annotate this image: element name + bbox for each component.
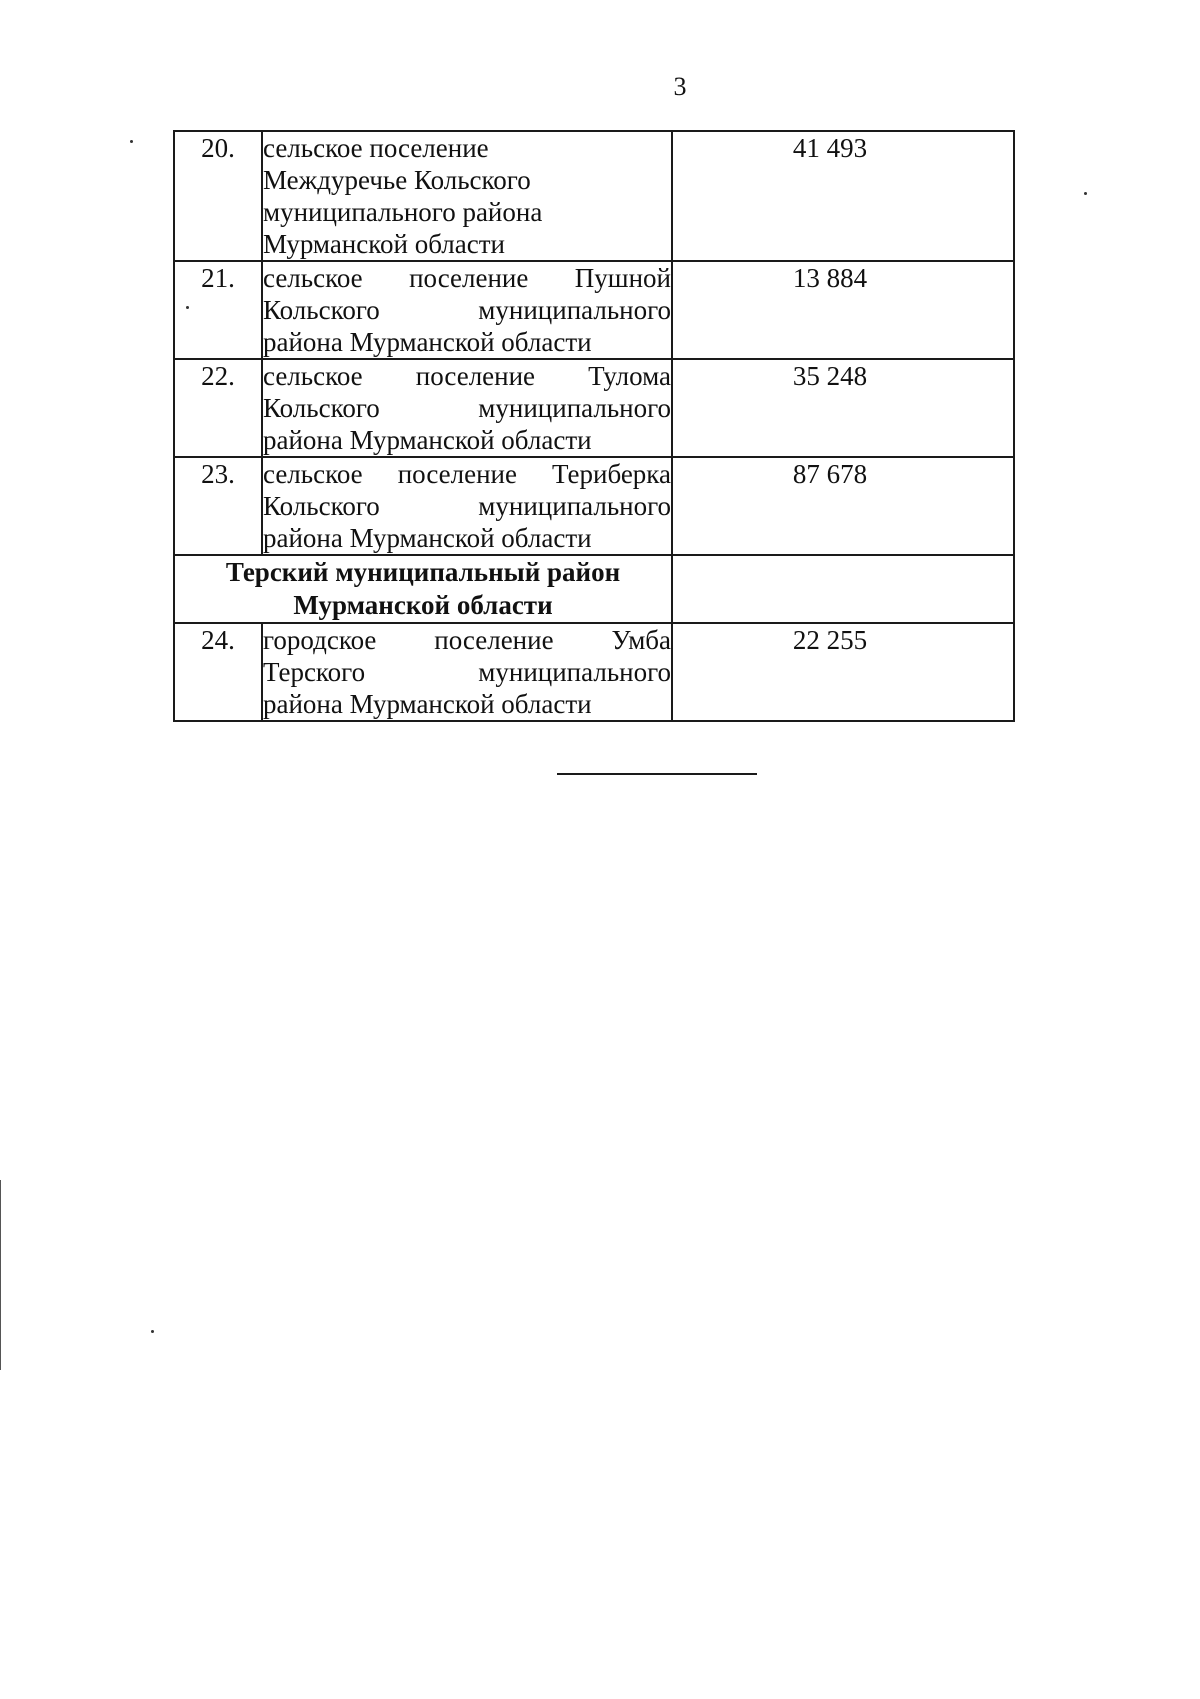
settlement-name-line: муниципального района	[263, 197, 543, 227]
allocation-table	[173, 130, 1015, 722]
value-amount: 87 678	[792, 459, 868, 489]
scan-speck	[130, 140, 133, 143]
value-cell	[672, 555, 1014, 623]
row-number: 22.	[174, 359, 262, 457]
table-row	[174, 457, 1014, 555]
value-amount: 13 884	[792, 263, 868, 293]
settlement-name-line: района Мурманской области	[263, 523, 592, 553]
value-cell	[672, 623, 1014, 721]
settlement-name-line: сельское поселение Тулома	[263, 361, 671, 391]
settlement-name-line: Междуречье Кольского	[263, 165, 531, 195]
table-row	[174, 359, 1014, 457]
settlement-name-line: городское поселение Умба	[263, 625, 671, 655]
settlement-name	[262, 457, 672, 555]
section-row	[174, 555, 1014, 623]
page-number: 3	[673, 72, 687, 101]
settlement-name-line: района Мурманской области	[263, 425, 592, 455]
settlement-name-line: сельское поселение Пушной	[263, 263, 671, 293]
value-amount: 41 493	[792, 133, 868, 163]
value-cell	[672, 457, 1014, 555]
settlement-name-line: района Мурманской области	[263, 689, 592, 719]
scan-speck	[1084, 192, 1087, 195]
closing-rule	[557, 773, 757, 775]
value-amount: 35 248	[792, 361, 868, 391]
row-number: 20.	[174, 131, 262, 261]
settlement-name-line: сельское поселение	[263, 133, 489, 163]
settlement-name-line: Кольского муниципального	[263, 295, 671, 325]
row-number: 23.	[174, 457, 262, 555]
settlement-name-line: Кольского муниципального	[263, 393, 671, 423]
settlement-name	[262, 131, 672, 261]
settlement-name	[262, 623, 672, 721]
settlement-name	[262, 359, 672, 457]
value-cell	[672, 359, 1014, 457]
section-title-line: Мурманской области	[293, 590, 553, 620]
value-cell	[672, 131, 1014, 261]
settlement-name-line: Мурманской области	[263, 229, 505, 259]
settlement-name-line: района Мурманской области	[263, 327, 592, 357]
value-amount: 22 255	[792, 625, 868, 655]
scan-speck	[186, 306, 189, 309]
row-number: 24.	[174, 623, 262, 721]
table-row	[174, 623, 1014, 721]
table-body	[174, 131, 1014, 721]
scan-edge-mark	[0, 1180, 1, 1370]
settlement-name-line: Кольского муниципального	[263, 491, 671, 521]
value-cell	[672, 261, 1014, 359]
settlement-name-line: Терского муниципального	[263, 657, 671, 687]
settlement-name-line: сельское поселение Териберка	[263, 459, 671, 489]
row-number: 21.	[174, 261, 262, 359]
section-title-line: Терский муниципальный район	[225, 557, 621, 587]
section-title	[174, 555, 672, 623]
scan-speck	[151, 1330, 154, 1333]
table-row	[174, 131, 1014, 261]
table-row	[174, 261, 1014, 359]
settlement-name	[262, 261, 672, 359]
